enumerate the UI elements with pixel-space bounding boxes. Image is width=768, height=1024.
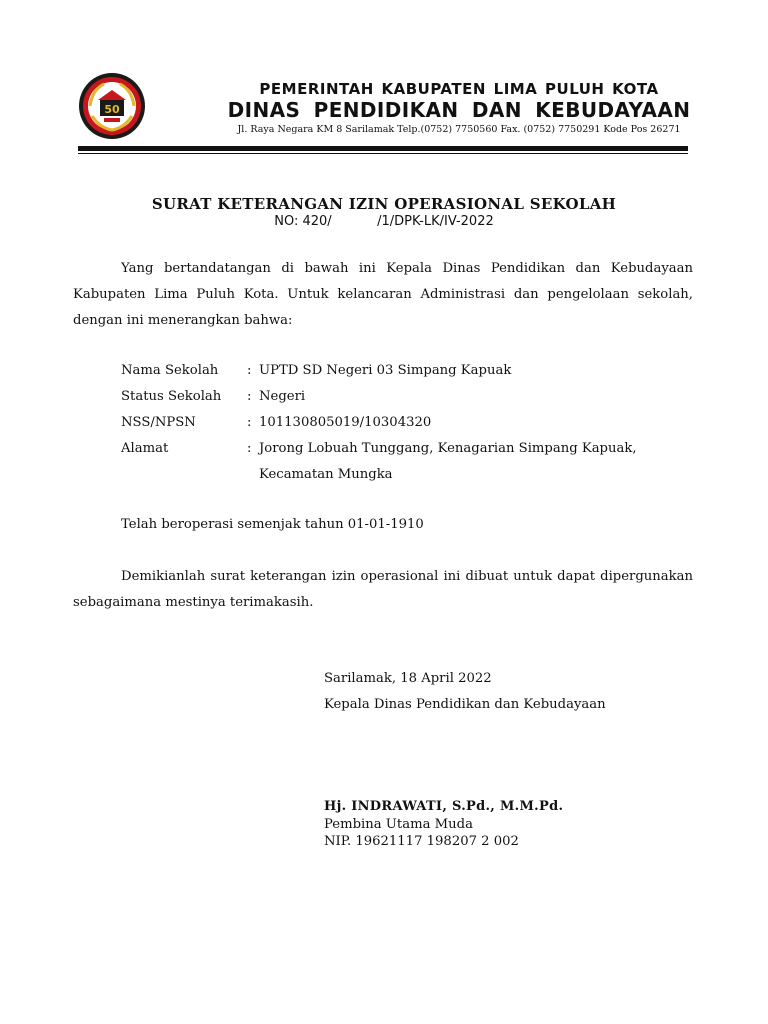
field-colon: :	[247, 441, 252, 456]
signer-nip: NIP. 19621117 198207 2 002	[324, 834, 519, 849]
field-value: UPTD SD Negeri 03 Simpang Kapuak	[259, 363, 512, 378]
signer-rank: Pembina Utama Muda	[324, 817, 473, 832]
signer-name: Hj. INDRAWATI, S.Pd., M.M.Pd.	[324, 799, 564, 814]
government-name: PEMERINTAH KABUPATEN LIMA PULUH KOTA	[259, 80, 659, 98]
closing-paragraph: Demikianlah surat keterangan izin operasional ini dibuat untuk dapat dipergunakan sebagaimana mestinya terimakasih.	[73, 569, 693, 610]
place-date: Sarilamak, 18 April 2022	[324, 671, 492, 686]
field-row-school-name	[121, 358, 696, 384]
field-row-nss-npsn	[121, 410, 696, 436]
regency-emblem-icon	[78, 70, 146, 142]
operating-since: Telah beroperasi semenjak tahun 01-01-1910	[121, 517, 424, 532]
field-colon: :	[247, 415, 252, 430]
field-label: NSS/NPSN	[121, 415, 196, 430]
field-colon: :	[247, 389, 252, 404]
signer-position: Kepala Dinas Pendidikan dan Kebudayaan	[324, 697, 606, 712]
letterhead-divider-thin	[78, 153, 688, 154]
field-label: Alamat	[121, 441, 169, 456]
school-details	[121, 358, 696, 488]
field-colon: :	[247, 363, 252, 378]
opening-paragraph: Yang bertandatangan di bawah ini Kepala Dinas Pendidikan dan Kebudayaan Kabupaten Lima Puluh Kota. Untuk kelancaran Administrasi dan pengelolaan sekolah, dengan ini menerangkan bahwa:	[73, 261, 693, 328]
field-value: Negeri	[259, 389, 306, 404]
letter-title: SURAT KETERANGAN IZIN OPERASIONAL SEKOLAH	[151, 195, 617, 213]
field-row-address	[121, 436, 696, 488]
field-label: Status Sekolah	[121, 389, 222, 404]
agency-address: Jl. Raya Negara KM 8 Sarilamak Telp.(0752) 7750560 Fax. (0752) 7750291 Kode Pos 26271	[237, 124, 681, 135]
letterhead-divider-thick	[78, 146, 688, 151]
field-value: 101130805019/10304320	[259, 415, 432, 430]
field-row-school-status	[121, 384, 696, 410]
svg-text:50: 50	[104, 103, 120, 116]
field-value: Jorong Lobuah Tunggang, Kenagarian Simpang Kapuak, Kecamatan Mungka	[259, 441, 637, 482]
agency-name: DINAS PENDIDIKAN DAN KEBUDAYAAN	[227, 98, 691, 122]
letter-number: NO: 420/ /1/DPK-LK/IV-2022	[274, 214, 494, 229]
field-label: Nama Sekolah	[121, 363, 219, 378]
